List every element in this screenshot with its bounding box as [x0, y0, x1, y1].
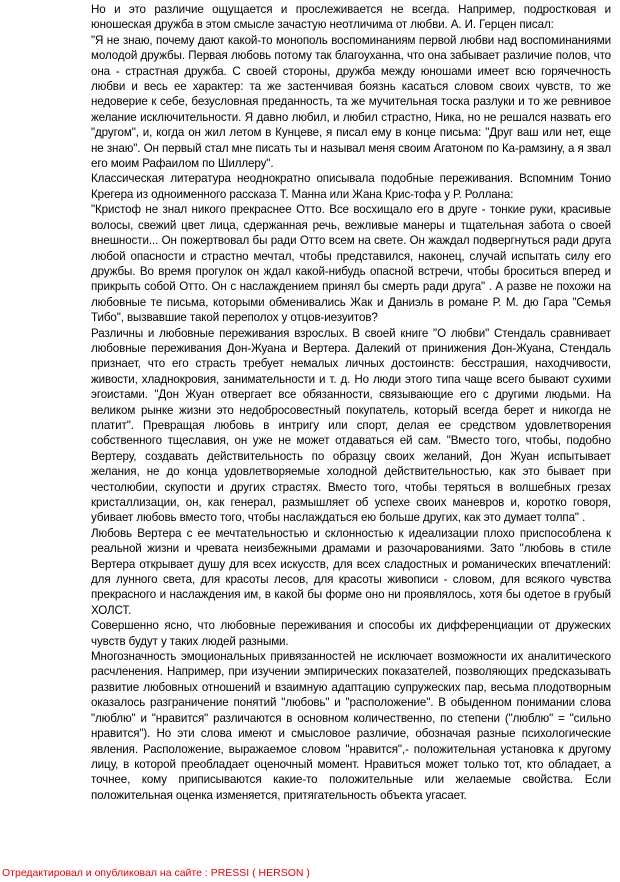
paragraph: Совершенно ясно, что любовные переживания и способы их дифференциации от дружеских чувств будут у таких людей разными. — [91, 619, 611, 648]
paragraph: Различны и любовные переживания взрослых. В своей книге "О любви" Стендаль сравнивает любовные переживания Дон-Жуана и Вертера. Далекий от принижения Дон-Жуана, Стендаль признает, что его страсть требует немалых личных достоинств: бесстрашия, находчивости, живости, хладнокровия, занимательности и т. д. Но люди этого типа чаще всего бывают сухими эгоистами. "Дон Жуан отвергает все обязанности, связывающие его с другими людьми. На великом рынке жизни это недобросовестный покупатель, который всегда берет и никогда не платит". Превращая любовь в интригу или спорт, делая ее средством удовлетворения собственного тщеславия, он уже не может отдаваться ей сам. "Вместо того, чтобы, подобно Вертеру, создавать действительность по образцу своих желаний, Дон Жуан испытывает желания, не до конца удовлетворяемые холодной действительностью, как это бывает при честолюбии, скупости и других страстях. Вместо того, чтобы теряться в волшебных грезах кристаллизации, он, как генерал, размышляет об успехе своих маневров и, коротко говоря, убивает любовь вместо того, чтобы наслаждаться ею больше других, как это думает толпа" . — [91, 326, 611, 525]
publisher-footer: Отредактировал и опубликовал на сайте : PRESSI ( HERSON ) — [2, 867, 310, 879]
paragraph: Любовь Вертера с ее мечтательностью и склонностью к идеализации плохо приспособлена к реальной жизни и чревата неизбежными драмами и разочарованиями. Зато "любовь в стиле Вертера открывает душу для всех искусств, для всех сладостных и романических впечатлений: для лунного света, для красоты лесов, для красоты живописи - словом, для всякого чувства прекрасного и наслаждения им, в какой бы форме оно ни проявлялось, хотя бы одетое в грубый ХОЛСТ. — [91, 526, 611, 617]
document-body — [91, 2, 611, 803]
paragraph: "Кристоф не знал никого прекраснее Отто. Все восхищало его в друге - тонкие руки, красивые волосы, свежий цвет лица, сдержанная речь, вежливые манеры и тщательная забота о своей внешности... Он пожертвовал бы ради Отто всем на свете. Он жаждал подвергнуться ради друга любой опасности и страстно мечтал, чтобы представился, наконец, случай испытать силу его дружбы. Во время прогулок он ждал какой-нибудь опасной встречи, чтобы броситься вперед и прикрыть собой Отто. Он с наслаждением принял бы смерть ради друга" . А разве не похожи на любовные те письма, которыми обменивались Жак и Даниэль в романе Р. М. дю Гара "Семья Тибо", вызвавшие такой переполох у отцов-иезуитов? — [91, 203, 611, 325]
paragraph: Многозначность эмоциональных привязанностей не исключает возможности их аналитического расчленения. Например, при изучении эмпирических показателей, позволяющих предсказывать развитие любовных отношений и взаимную адаптацию супружеских пар, весьма плодотворным оказалось разграничение понятий "любовь" и "расположение". В обыденном понимании слова "люблю" и "нравится" различаются в основном количественно, по степени ("люблю" = "сильно нравится"). Но эти слова имеют и смысловое различие, обозначая разные психологические явления. Расположение, выражаемое словом "нравится",- положительная установка к другому лицу, в которой преобладает оценочный момент. Нравиться может только тот, кто обладает, а точнее, кому приписываются какие-то положительные или желаемые свойства. Если положительная оценка изменяется, притягательность объекта угасает. — [91, 650, 611, 802]
paragraph: "Я не знаю, почему дают какой-то монополь воспоминаниям первой любви над воспоминаниями молодой дружбы. Первая любовь потому так благоуханна, что она забывает различие полов, что она - страстная дружба. С своей стороны, дружба между юношами имеет всю горячечность любви и весь ее характер: та же застенчивая боязнь касаться словом своих чувств, то же недоверие к себе, безусловная преданность, та же мучительная тоска разлуки и то же ревнивое желание исключительности. Я давно любил, и любил страстно, Ника, но не решался назвать его "другом", и, когда он жил летом в Кунцеве, я писал ему в конце письма: "Друг ваш или нет, еще не знаю". Он первый стал мне писать ты и называл меня своим Агатоном по Ка-рамзину, а я звал его моим Рафаилом по Шиллеру". — [91, 33, 611, 171]
paragraph: Но и это различие ощущается и прослеживается не всегда. Например, подростковая и юношеская дружба в этом смысле зачастую неотличима от любви. А. И. Герцен писал: — [91, 3, 611, 32]
paragraph: Классическая литература неоднократно описывала подобные переживания. Вспомним Тонио Крегера из одноименного рассказа Т. Манна или Жана Крис-тофа у Р. Роллана: — [91, 172, 611, 201]
